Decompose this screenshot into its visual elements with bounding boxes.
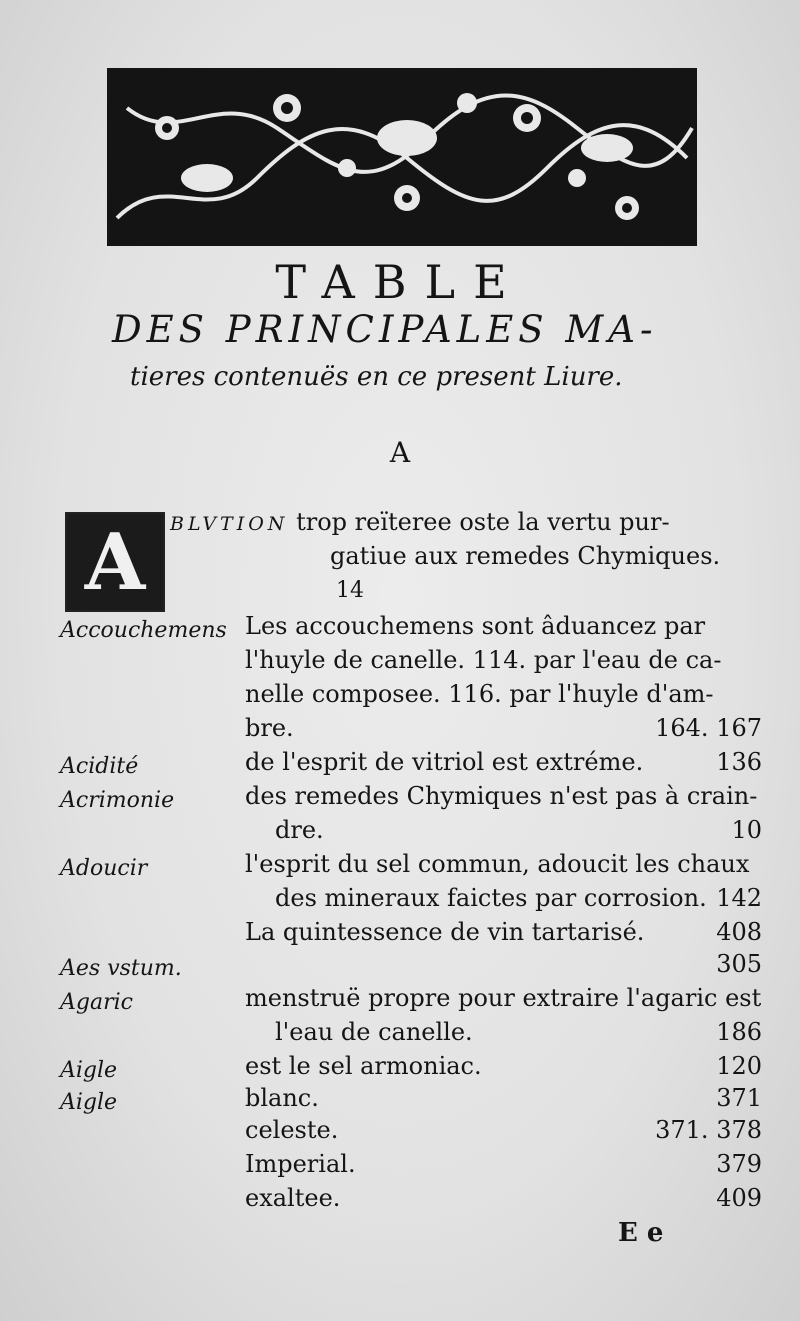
entry-text: des remedes Chymiques n'est pas à crain- [245,782,758,810]
table-subtitle-line2: tieres contenuës en ce present Liure. [130,362,623,392]
entry-pages: 120 [716,1052,762,1080]
entry-pages: 142 [716,884,762,912]
first-entry-line1 [170,508,670,536]
entry-text: l'huyle de canelle. 114. par l'eau de ca- [245,646,722,674]
entry-pages: 371. 378 [655,1116,762,1144]
catchword: E e [618,1218,664,1248]
entry-pages: 371 [716,1084,762,1112]
entry-label: Adoucir [60,856,148,881]
first-entry-line2: gatiue aux remedes Chymiques. [330,542,721,570]
entry-text: celeste. [245,1116,339,1144]
entry-text: La quintessence de vin tartarisé. [245,918,645,946]
first-entry-text1: trop reïteree oste la vertu pur- [296,508,670,536]
entry-text: Les accouchemens sont âduancez par [245,612,706,640]
entry-text: Imperial. [245,1150,356,1178]
entry-pages: 164. 167 [655,714,762,742]
first-entry-lead: BLVTION [170,513,289,535]
entry-text: nelle composee. 116. par l'huyle d'am- [245,680,714,708]
entry-text: est le sel armoniac. [245,1052,482,1080]
entry-pages: 10 [731,816,762,844]
entry-pages: 379 [716,1150,762,1178]
entry-label: Accouchemens [60,618,227,643]
table-subtitle-line1: DES PRINCIPALES MA- [112,308,658,351]
entry-label: Aes vstum. [60,956,182,981]
entry-pages: 186 [716,1018,762,1046]
woodcut-headpiece-ornament [107,68,697,246]
entry-pages: 408 [716,918,762,946]
first-entry-page: 14 [336,578,364,603]
entry-text: bre. [245,714,294,742]
entry-text: dre. [275,816,324,844]
entry-text: menstruë propre pour extraire l'agaric est [245,984,762,1012]
entry-label: Acrimonie [60,788,175,813]
entry-pages: 136 [716,748,762,776]
entry-text: l'esprit du sel commun, adoucit les chaux [245,850,750,878]
entry-pages: 305 [716,950,762,978]
entry-label: Aigle [60,1058,118,1083]
entry-text: des mineraux faictes par corrosion. [275,884,707,912]
section-letter: A [389,436,411,469]
entry-text: l'eau de canelle. [275,1018,473,1046]
entry-label: Agaric [60,990,133,1015]
entry-label: Aigle [60,1090,118,1115]
entry-text: de l'esprit de vitriol est extréme. [245,748,644,776]
table-title: TABLE [275,255,525,309]
decorative-dropcap: A [65,512,165,612]
entry-label: Acidité [60,754,139,779]
entry-text: exaltee. [245,1184,341,1212]
entry-text: blanc. [245,1084,319,1112]
entry-pages: 409 [716,1184,762,1212]
